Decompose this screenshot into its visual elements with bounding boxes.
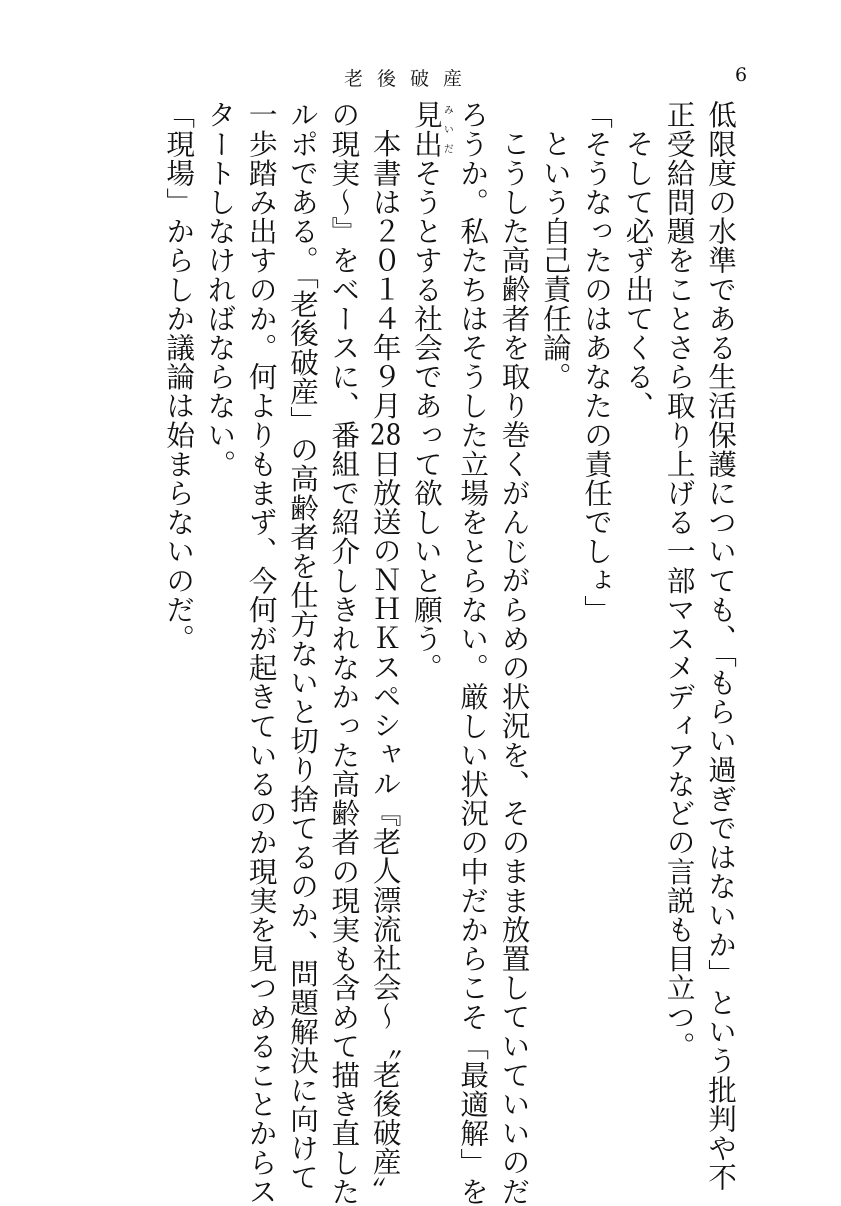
text-line: 「現場」からしか議論は始まらないのだ。 — [162, 100, 197, 653]
text-line: という自己責任論。 — [538, 128, 573, 391]
page-number: 6 — [735, 64, 748, 86]
text-line: の現実～』をベースに、番組で紹介しきれなかった高齢者の現実も含めて描き直した — [327, 100, 362, 1206]
text-line: 見出みいだそうとする社会であって欲しいと願う。 — [409, 100, 453, 683]
text-line: 「そうなったのはあなたの責任でしょ」 — [580, 100, 615, 624]
text-line: ろうか。私たちはそうした立場をとらない。厳しい状況の中だからこそ「最適解」を — [456, 100, 491, 1206]
text-line: タートしなければならない。 — [203, 100, 238, 479]
body-text — [158, 100, 741, 1206]
text-line: 正受給問題をことさら取り上げる一部マスメディアなどの言説も目立つ。 — [662, 100, 697, 1061]
running-head: 老後破産 — [344, 68, 477, 90]
text-line: そして必ず出てくる、 — [621, 128, 656, 420]
text-line: こうした高齢者を取り巻くがんじがらめの状況を、そのまま放置していていいのだ — [497, 128, 532, 1206]
text-line: ルポである。「老後破産」の高齢者を仕方ないと切り捨てるのか、問題解決に向けて — [286, 100, 321, 1192]
text-line: 一歩踏み出すのか。何よりもまず、今何が起きているのか現実を見つめることからス — [244, 100, 279, 1206]
ruby-annotation: 見出みいだ — [409, 100, 453, 159]
text-line: 低限度の水準である生活保護についても、「もらい過ぎではないか」という批判や不 — [704, 100, 738, 1192]
text-line: 本書は２０１４年９月28日放送のＮＨＫスペシャル『老人漂流社会～〝老後破産〟 — [368, 128, 403, 1205]
